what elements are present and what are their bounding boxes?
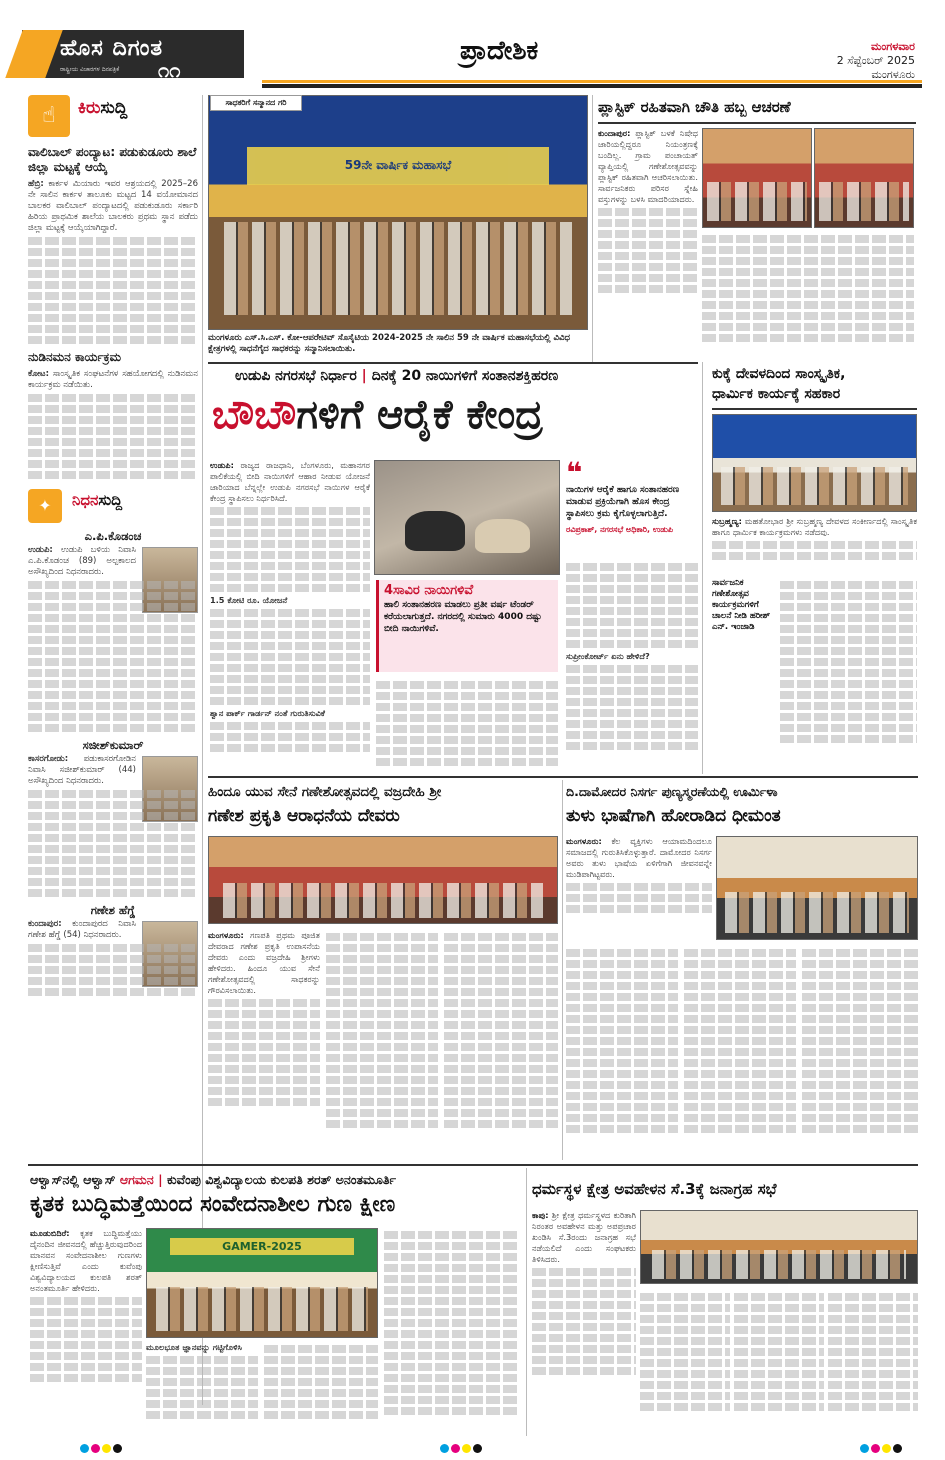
kukke-body: ಸುಬ್ರಹ್ಮಣ್ಯ: ಮಹತೋಭಾರ ಶ್ರೀ ಸುಬ್ರಹ್ಮಣ್ಯ ದೇವಳದ ಸಂಕೀರ್ಣದಲ್ಲಿ ಸಾಂಸ್ಕೃತಿಕ ಹಾಗೂ ಧಾರ್ಮಿಕ ಕಾರ್ಯಕ್ರಮಗಳು ನಡೆದವು.	[712, 516, 917, 572]
damodar-headline-1: ದಿ.ದಾಮೋದರ ನಿಸರ್ಗ ಪುಣ್ಯಸ್ಮರಣೆಯಲ್ಲಿ ಊರ್ಮಿಳಾ	[566, 784, 778, 799]
damodar-dateline: ಮಂಗಳೂರು:	[566, 836, 602, 846]
nidhana-sudhi-header	[28, 489, 198, 523]
alvas-headline: ಕೃತಕ ಬುದ್ಧಿಮತ್ತೆಯಿಂದ ಸಂವೇದನಾಶೀಲ ಗುಣ ಕ್ಷೀಣ	[30, 1192, 396, 1217]
hindu-dateline: ಮಂಗಳೂರು:	[208, 930, 244, 940]
dog-figure	[405, 511, 465, 551]
alvas-kicker: ಆಳ್ವಾಸ್‌ನಲ್ಲಿ ಆಳ್ವಾಸ್ ಆಗಮನ | ಕುವೆಂಪು ವಿಶ್ವವಿದ್ಯಾಲಯ ಕುಲಪತಿ ಶರತ್ ಅನಂತಮೂರ್ತಿ	[30, 1172, 396, 1187]
hindu-body-col2	[326, 930, 438, 1156]
alvas-sub: ಮೂಲಭೂತ ಜ್ಞಾನವನ್ನು ಗಟ್ಟಿಗೊಳಿಸಿ	[146, 1342, 242, 1352]
hindu-top-rule	[208, 776, 918, 778]
kukke-rule	[712, 408, 917, 410]
kukke-body-col2	[780, 578, 917, 768]
obit1-dateline: ಉಡುಪಿ:	[28, 545, 53, 555]
obit1-body: ಉಡುಪಿ: ಉಡುಪಿ ಬಳಿಯ ನಿವಾಸಿ ಎ.ಪಿ.ಕೊಡಂಚ (89) ಅಲ್ಪಕಾಲದ ಅಸೌಖ್ಯದಿಂದ ನಿಧನರಾದರು.	[28, 545, 137, 577]
top-story-caption: ಮಂಗಳೂರು ಎಸ್.ಸಿ.ಎಸ್. ಕೋ-ಆಪರೇಟಿವ್ ಸೊಸೈಟಿಯ 2024-2025 ನೇ ಸಾಲಿನ 59 ನೇ ವಾರ್ಷಿಕ ಮಹಾಸಭೆಯಲ್ಲಿ ವಿವಿಧ ಕ್ಷೇತ್ರಗಳಲ್ಲಿ ಸಾಧನೆಗೈದ ಸಾಧಕರನ್ನು ಸನ್ಮಾನಿಸಲಾಯಿತು.	[208, 333, 570, 354]
dog-figure-2	[475, 519, 530, 553]
dog-quote-text: ನಾಯಿಗಳ ಆರೈಕೆ ಹಾಗೂ ಸಂತಾನಹರಣ ಮಾಡುವ ಪ್ರಕ್ರಿಯೆಗಾಗಿ ಹೊಸ ಕೇಂದ್ರ ಸ್ಥಾಪಿಸಲು ಕ್ರಮ ಕೈಗೊಳ್ಳಲಾಗುತ್ತಿದೆ.	[566, 485, 680, 519]
story-nudinamana-headline: ನುಡಿನಮನ ಕಾರ್ಯಕ್ರಮ	[28, 350, 122, 364]
dharma-body-col3	[734, 1290, 824, 1434]
alvas-body-col3	[264, 1342, 378, 1434]
kukke-photo	[712, 414, 917, 512]
alvas-dateline: ಮೂಡುಬಿದಿರೆ:	[30, 1228, 70, 1238]
bottom-divider	[526, 1168, 527, 1436]
dharma-body-col2	[640, 1290, 730, 1434]
hindu-headline-2: ಗಣೇಶ ಪ್ರಕೃತಿ ಆರಾಧನೆಯ ದೇವರು	[208, 806, 400, 826]
section-title: ಪ್ರಾದೇಶಿಕ	[460, 36, 539, 66]
center-divider-top	[592, 95, 593, 363]
dharma-photo	[640, 1210, 918, 1284]
candle-icon: ✦	[28, 489, 62, 523]
dog-photo	[374, 460, 560, 575]
obit3-name: ಗಣೇಶ ಹೆಗ್ಡೆ	[90, 903, 136, 917]
hindu-body-col1: ಮಂಗಳೂರು: ಗಣಪತಿ ಪ್ರಥಮ ಪೂಜಿತ ದೇವರಾದ ಗಣೇಶ ಪ್ರಕೃತಿ ಉಪಾಸನೆಯ ದೇವರು ಎಂದು ವಜ್ರದೇಹಿ ಶ್ರೀಗಳು ಹೇಳಿದರು. ಹಿಂದೂ ಯುವ ಸೇನೆ ಗಣೇಶೋತ್ಸವದಲ್ಲಿ ಸಾಧಕರನ್ನು ಗೌರವಿಸಲಾಯಿತು.	[208, 930, 320, 1156]
story-volleyball-headline: ವಾಲಿಬಾಲ್ ಪಂದ್ಯಾಟ: ಪಡುಕುಡೂರು ಶಾಲೆ ಜಿಲ್ಲಾ ಮಟ್ಟಕ್ಕೆ ಆಯ್ಕೆ	[28, 145, 197, 174]
damodar-body-col1: ಮಂಗಳೂರು: ಕೆಲ ವ್ಯಕ್ತಿಗಳು ಆಯಾಮದಿಂದಲೂ ಸಮಾಜದಲ್ಲಿ ಗುರುತಿಸಿಕೊಳ್ಳುತ್ತಾರೆ. ದಾಮೋದರ ನಿಸರ್ಗ ಅವರು ತುಳು ಭಾಷೆಯ ಏಳಿಗೆಗಾಗಿ ಜೀವನವನ್ನೇ ಮುಡಿಪಾಗಿಟ್ಟವರು.	[566, 836, 712, 942]
quote-mark-icon: ❝	[566, 456, 583, 489]
dog-sub2: ಸುಪ್ರೀಂಕೋರ್ಟ್ ಏನು ಹೇಳಿದೆ?	[566, 651, 650, 661]
kukke-headline-1: ಕುಕ್ಕೆ ದೇವಳದಿಂದ ಸಾಂಸ್ಕೃತಿಕ,	[712, 366, 846, 382]
center-divider-mid	[702, 362, 703, 774]
obit2-name: ಸಜೀಶ್‌ಕುಮಾರ್	[82, 738, 144, 752]
plastic-dateline: ಕುಂದಾಪುರ:	[598, 128, 631, 138]
dog-pull-box	[376, 580, 558, 672]
damodar-photo	[716, 836, 918, 940]
paper-name: ಹೊಸ ದಿಗಂತ	[60, 36, 164, 61]
hindu-body-col3	[444, 930, 558, 1156]
dog-quote-attr: ರವಿಪ್ರಕಾಶ್, ನಗರಸಭೆ ಅಧಿಕಾರಿ, ಉಡುಪಿ	[566, 525, 674, 534]
dog-dateline: ಉಡುಪಿ:	[210, 460, 234, 470]
damodar-body-col3	[684, 946, 796, 1156]
dog-pull-count: 4ಸಾವಿರ ನಾಯಿಗಳಿವೆ	[384, 583, 474, 598]
masthead-rule-accent	[262, 80, 922, 83]
masthead-date-text: 2 ಸೆಪ್ಟೆಂಬರ್ 2025	[836, 54, 915, 67]
kukke-side-label: ಸಾರ್ವಜನಿಕ ಗಣೇಶೋತ್ಸವ ಕಾರ್ಯಕ್ರಮಗಳಿಗೆ ಚಾಲನೆ ನೀಡಿ ಹರೀಶ್ ಎನ್. ಇಂಜಾಡಿ	[712, 578, 771, 632]
dog-headline: ಬೌಬೌಗಳಿಗೆ ಆರೈಕೆ ಕೇಂದ್ರ	[212, 392, 543, 438]
story-nudinamana-dateline: ಕೋಟ:	[28, 369, 49, 379]
plastic-headline-rule	[598, 122, 916, 124]
masthead	[0, 0, 945, 88]
plastic-photo-2	[814, 128, 914, 228]
masthead-day: ಮಂಗಳವಾರ	[870, 40, 915, 53]
kiru-sudhi-label: ಕಿರುಸುದ್ದಿ	[78, 98, 128, 118]
plastic-photo	[702, 128, 812, 228]
obit2-body: ಕಾಸರಗೋಡು: ಪಡುಕಾಸರಗೋಡಿನ ನಿವಾಸಿ ಸಜೀಶ್‌ಕುಮಾರ್ (44) ಅಸೌಖ್ಯದಿಂದ ನಿಧನರಾದರು.	[28, 754, 136, 786]
alvas-photo	[146, 1228, 378, 1338]
kukke-headline-2: ಧಾರ್ಮಿಕ ಕಾರ್ಯಕ್ಕೆ ಸಹಕಾರ	[712, 386, 841, 402]
obit3-dateline: ಕುಂದಾಪುರ:	[28, 919, 62, 929]
center-divider-lower	[562, 780, 563, 1160]
masthead-date	[837, 40, 915, 82]
kiru-sudhi-header	[28, 95, 198, 137]
plastic-body-col2	[702, 232, 914, 358]
registration-marks-center	[440, 1438, 500, 1448]
masthead-rule	[262, 84, 922, 88]
dog-pull-body: ಹಾಲಿ ಸಂತಾನಹರಣ ಮಾಡಲು ಪ್ರತೀ ವರ್ಷ ಟೆಂಡರ್ ಕರೆಯಲಾಗುತ್ತದೆ. ನಗರದಲ್ಲಿ ಸುಮಾರು 4000 ದಷ್ಟು ಬೀದಿ ನಾಯಿಗಳಿವೆ.	[384, 600, 542, 634]
dharma-body-col4	[828, 1290, 918, 1434]
plastic-headline: ಪ್ಲಾಸ್ಟಿಕ್ ರಹಿತವಾಗಿ ಚೌತಿ ಹಬ್ಬ ಆಚರಣೆ	[598, 98, 791, 116]
megaphone-icon: ☝	[28, 95, 70, 137]
dog-kicker: ಉಡುಪಿ ನಗರಸಭೆ ನಿರ್ಧಾರ | ದಿನಕ್ಕೆ 20 ನಾಯಿಗಳಿಗೆ ಸಂತಾನಶಕ್ತಿಹರಣ	[235, 368, 559, 384]
registration-marks-right	[860, 1438, 920, 1448]
dharma-dateline: ಕಾಪು:	[532, 1210, 549, 1220]
top-story-photo	[208, 95, 588, 330]
dharma-headline: ಧರ್ಮಸ್ಥಳ ಕ್ಷೇತ್ರ ಅವಹೇಳನ ಸೆ.3ಕ್ಕೆ ಜನಾಗ್ರಹ ಸಭೆ	[532, 1180, 777, 1198]
alvas-body-col4	[384, 1228, 520, 1434]
alvas-banner: GAMER-2025	[170, 1238, 354, 1255]
registration-marks-left	[80, 1438, 140, 1448]
dharma-body-col1: ಕಾಪು: ಶ್ರೀ ಕ್ಷೇತ್ರ ಧರ್ಮಸ್ಥಳದ ಕುರಿತಾಗಿ ನಿರಂತರ ಅವಹೇಳನ ಮತ್ತು ಅಪಪ್ರಚಾರ ಖಂಡಿಸಿ ಸೆ.3ರಂದು ಜನಾಗ್ರಹ ಸಭೆ ನಡೆಯಲಿದೆ ಎಂದು ಸಂಘಟಕರು ತಿಳಿಸಿದರು.	[532, 1210, 636, 1434]
obit3-body: ಕುಂದಾಪುರ: ಕುಂದಾಪುರದ ನಿವಾಸಿ ಗಣೇಶ ಹೆಗ್ಡೆ (54) ನಿಧನರಾದರು.	[28, 919, 136, 940]
kukke-dateline: ಸುಬ್ರಹ್ಮಣ್ಯ:	[712, 516, 742, 526]
dog-quote	[566, 456, 698, 536]
masthead-city: ಮಂಗಳೂರು	[871, 68, 915, 81]
dog-body-col2	[376, 678, 558, 762]
bottom-top-rule	[28, 1164, 918, 1166]
alvas-body-col1: ಮೂಡುಬಿದಿರೆ: ಕೃತಕ ಬುದ್ಧಿಮತ್ತೆಯು ದೈನಂದಿನ ಜೀವನದಲ್ಲಿ ಹೆಚ್ಚುತ್ತಿರುವುದರಿಂದ ಮಾನವನ ಸಂವೇದನಾಶೀಲ ಗುಣಗಳು ಕ್ಷೀಣಿಸುತ್ತಿವೆ ಎಂದು ಕುವೆಂಪು ವಿಶ್ವವಿದ್ಯಾಲಯದ ಕುಲಪತಿ ಶರತ್ ಅನಂತಮೂರ್ತಿ ಹೇಳಿದರು.	[30, 1228, 142, 1434]
damodar-body-col4	[802, 946, 918, 1156]
damodar-body-col2	[566, 946, 678, 1156]
plastic-body-col1: ಕುಂದಾಪುರ: ಪ್ಲಾಸ್ಟಿಕ್ ಬಳಕೆ ನಿಷೇಧ ಜಾರಿಯಲ್ಲಿದ್ದರೂ ನಿಯಂತ್ರಣಕ್ಕೆ ಬಂದಿಲ್ಲ. ಗ್ರಾಮ ಪಂಚಾಯತ್ ವ್ಯಾಪ್ತಿಯಲ್ಲಿ ಗಣೇಶೋತ್ಸವವನ್ನು ಪ್ಲಾಸ್ಟಿಕ್ ರಹಿತವಾಗಿ ಆಚರಿಸಲಾಯಿತು. ಸಾರ್ವಜನಿಕರು ಪರಿಸರ ಸ್ನೇಹಿ ವಸ್ತುಗಳನ್ನು ಬಳಸಿ ಮಾದರಿಯಾದರು.	[598, 128, 698, 358]
obit2-dateline: ಕಾಸರಗೋಡು:	[28, 754, 69, 764]
story-volleyball-body: ಹೆಬ್ರಿ: ಕಾರ್ಕಳ ಮಿಯಾರು ಇವರ ಆಶ್ರಯದಲ್ಲಿ 2025–26 ನೇ ಸಾಲಿನ ಕಾರ್ಕಳ ತಾಲೂಕು ಮಟ್ಟದ 14 ವಯೋಮಾನದ ಬಾಲಕರ ವಾಲಿಬಾಲ್ ಪಂದ್ಯಾಟದಲ್ಲಿ ಪಡುಕುಡೂರು ಸರ್ಕಾರಿ ಹಿರಿಯ ಪ್ರಾಥಮಿಕ ಶಾಲೆಯ ಬಾಲಕರು ಪ್ರಥಮ ಸ್ಥಾನ ಪಡೆದು ಜಿಲ್ಲಾ ಮಟ್ಟಕ್ಕೆ ಆಯ್ಕೆಯಾಗಿದ್ದಾರೆ.	[28, 179, 198, 233]
top-story-banner: 59ನೇ ವಾರ್ಷಿಕ ಮಹಾಸಭೆ	[247, 147, 549, 184]
dog-body-col1: ಉಡುಪಿ: ರಾಜ್ಯದ ರಾಜಧಾನಿ, ಬೆಂಗಳೂರು, ಮಹಾನಗರ ಪಾಲಿಕೆಯಲ್ಲಿ ಬೀದಿ ನಾಯಿಗಳಿಗೆ ಆಹಾರ ನೀಡುವ ಯೋಜನೆ ಜಾರಿಯಾದ ಬೆನ್ನಲ್ಲೇ ಉಡುಪಿ ನಗರಸಭೆ ನಾಯಿಗಳ ಆರೈಕೆ ಕೇಂದ್ರ ಸ್ಥಾಪಿಸಲು ನಿರ್ಧರಿಸಿದೆ. 1.5 ಕೋಟಿ ರೂ. ಯೋಜನೆ ಶ್ವಾನ ಪಾರ್ಕ್ ಗಾರ್ಡನ್ ನಂತೆ ಗುರುತಿಸುವಿಕೆ	[210, 460, 370, 760]
hindu-photo	[208, 836, 558, 924]
top-story-photo-tag: ಸಾಧಕರಿಗೆ ಸನ್ಮಾನದ ಗರಿ	[210, 95, 302, 111]
dog-sub3: ಶ್ವಾನ ಪಾರ್ಕ್ ಗಾರ್ಡನ್ ನಂತೆ ಗುರುತಿಸುವಿಕೆ	[210, 708, 325, 718]
nidhana-sudhi-label: ನಿಧನಸುದ್ದಿ	[72, 491, 123, 509]
paper-tagline: ರಾಷ್ಟ್ರೀಯ ವಿಚಾರಗಳ ದಿನಪತ್ರಿಕೆ	[60, 66, 120, 73]
dog-body-col3	[566, 560, 698, 760]
story-nudinamana-body: ಕೋಟ: ಸಾಂಸ್ಕೃತಿಕ ಸಂಘಟನೆಗಳ ಸಹಯೋಗದಲ್ಲಿ ನುಡಿನಮನ ಕಾರ್ಯಕ್ರಮ ನಡೆಯಿತು.	[28, 369, 198, 390]
dog-top-rule	[208, 362, 698, 364]
damodar-headline-2: ತುಳು ಭಾಷೆಗಾಗಿ ಹೋರಾಡಿದ ಧೀಮಂತ	[566, 806, 781, 826]
hindu-headline-1: ಹಿಂದೂ ಯುವ ಸೇನೆ ಗಣೇಶೋತ್ಸವದಲ್ಲಿ ವಜ್ರದೇಹಿ ಶ್ರೀ	[208, 784, 442, 800]
story-volleyball-dateline: ಹೆಬ್ರಿ:	[28, 179, 44, 189]
dog-sub1: 1.5 ಕೋಟಿ ರೂ. ಯೋಜನೆ	[210, 595, 288, 605]
page-number: ೧೧	[158, 58, 181, 82]
alvas-body-col2	[146, 1342, 258, 1434]
top-story-figures	[224, 222, 572, 315]
obit1-name: ಎ.ಪಿ.ಕೊಡಂಚ	[84, 529, 142, 543]
